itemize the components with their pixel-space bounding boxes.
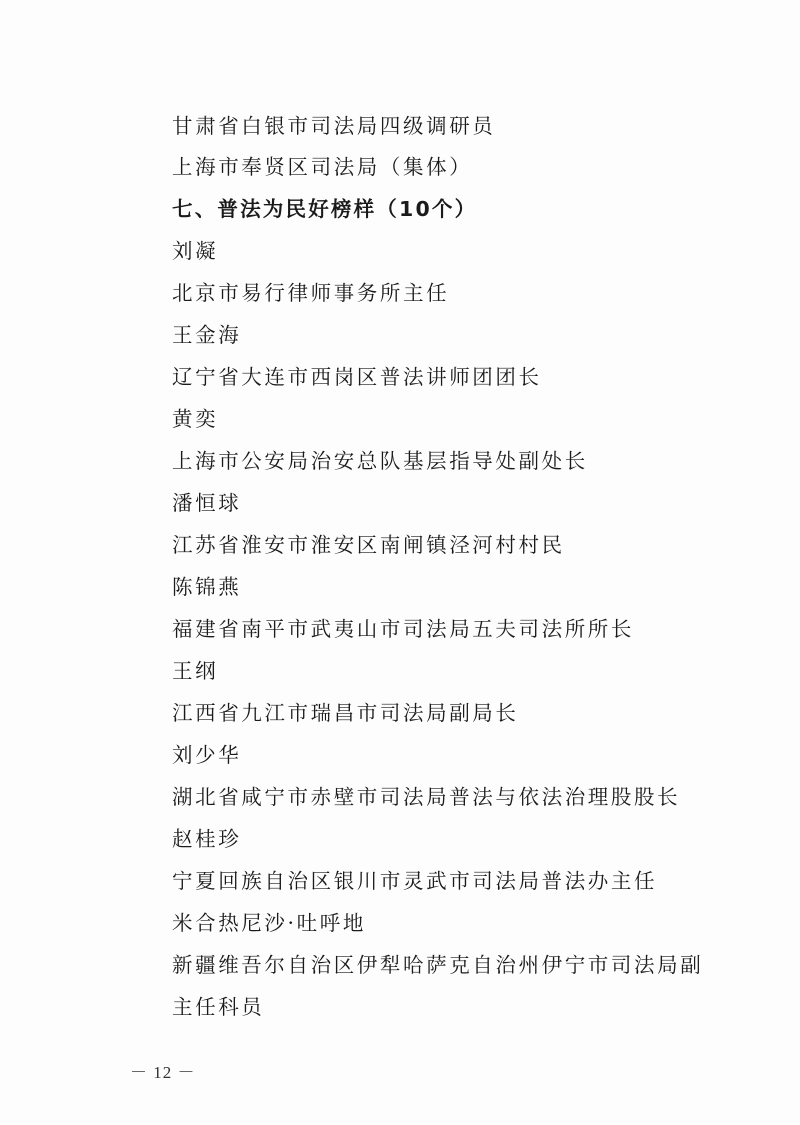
person-title: 上海市公安局治安总队基层指导处副处长 [172, 449, 588, 473]
person-title: 辽宁省大连市西岗区普法讲师团团长 [172, 365, 542, 389]
person-name: 潘恒球 [172, 491, 242, 515]
person-title: 新疆维吾尔自治区伊犁哈萨克自治州伊宁市司法局副 [172, 953, 704, 977]
person-name: 米合热尼沙·吐呼地 [172, 911, 366, 935]
person-name: 赵桂珍 [172, 827, 242, 851]
person-title-continued: 主任科员 [172, 995, 265, 1019]
text-line: 上海市奉贤区司法局（集体） [172, 155, 473, 179]
person-name: 王纲 [172, 659, 219, 683]
person-name: 王金海 [172, 323, 242, 347]
text-line: 甘肃省白银市司法局四级调研员 [172, 114, 496, 138]
person-name: 刘少华 [172, 743, 242, 767]
person-title: 宁夏回族自治区银川市灵武市司法局普法办主任 [172, 869, 658, 893]
person-title: 福建省南平市武夷山市司法局五夫司法所所长 [172, 617, 634, 641]
section-heading: 七、普法为民好榜样（10个） [172, 197, 478, 221]
person-title: 江苏省淮安市淮安区南闸镇泾河村村民 [172, 533, 565, 557]
person-title: 江西省九江市瑞昌市司法局副局长 [172, 701, 519, 725]
person-name: 黄奕 [172, 407, 219, 431]
page-number: － 12 － [130, 1063, 196, 1082]
person-name: 陈锦燕 [172, 575, 242, 599]
person-title: 北京市易行律师事务所主任 [172, 281, 450, 305]
person-name: 刘凝 [172, 239, 219, 263]
person-title: 湖北省咸宁市赤壁市司法局普法与依法治理股股长 [172, 785, 681, 809]
